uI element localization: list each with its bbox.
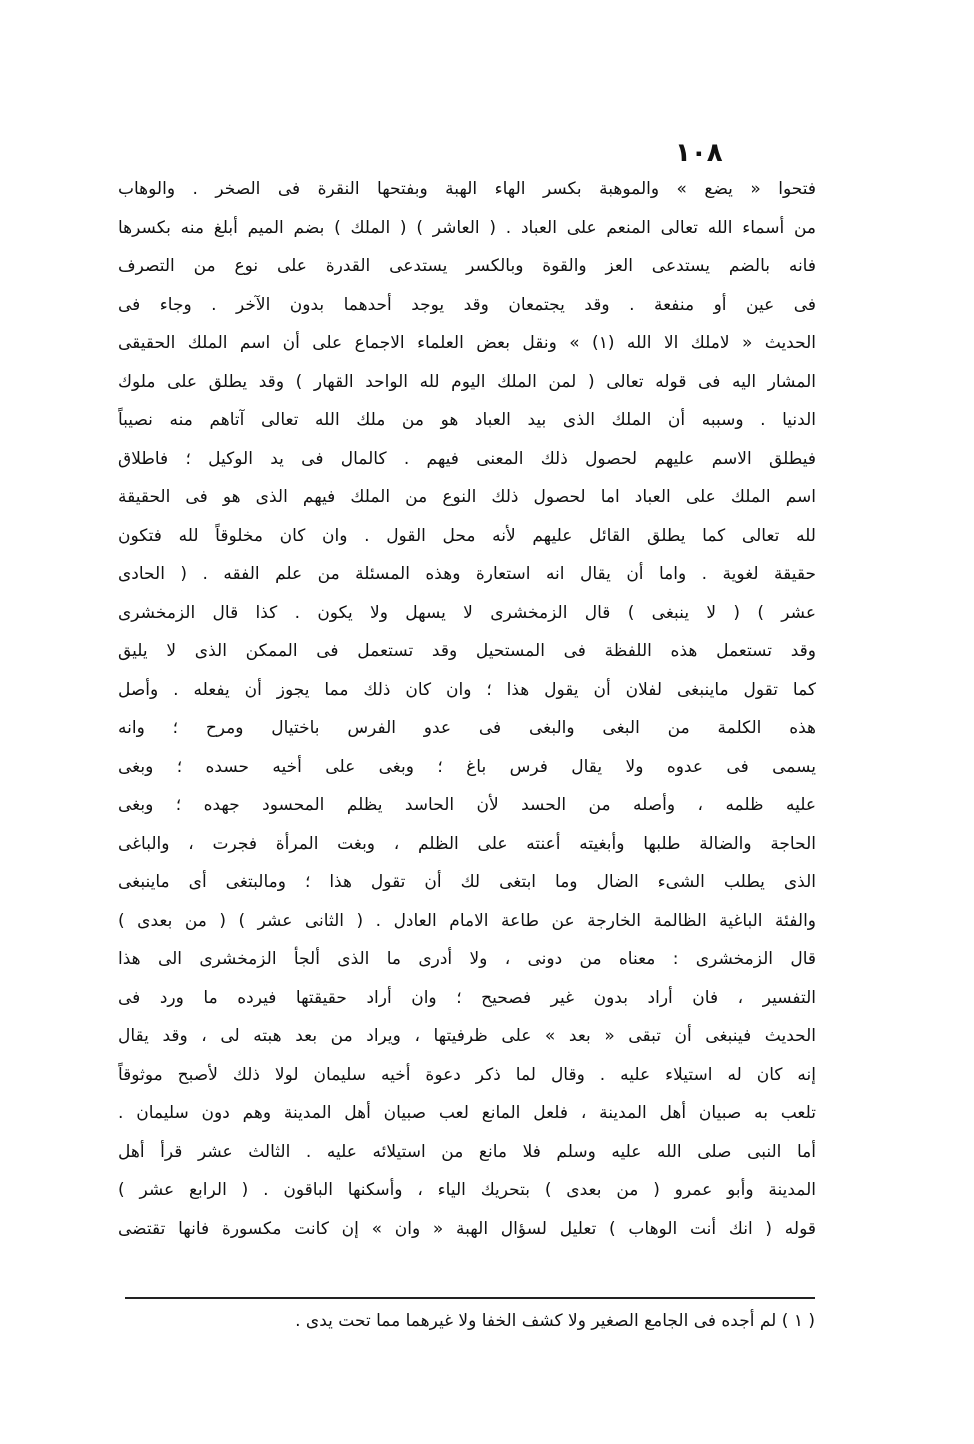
body-text	[118, 170, 816, 1248]
text-line: الحديث فينبغى أن تبقى « بعد » على ظرفيتها ، ويراد من بعد هبته لى ، وقد يقال	[118, 1026, 816, 1046]
text-line: حقيقة لغوية . واما أن يقال انه استعارة وهذه المسئلة من علم الفقه . ( الحادى	[118, 564, 816, 584]
text-line: إنه كان له استيلاء عليه . وقال لما ذكر دعوة أخيه سليمان لولا ذلك لأصبح موثوقاً	[118, 1064, 816, 1085]
text-line: عليه ظلمه ، وأصله من الحسد لأن الحاسد يظلم المحسود جهده ؛ وبغى	[118, 795, 816, 815]
text-line: وقد تستعمل هذه اللفظة فى المستحيل وقد تستعمل فى الممكن الذى لا يليق	[118, 641, 816, 661]
text-line: قال الزمخشرى : معناه من دونى ، ولا أدرى ما الذى ألجأ الزمخشرى الى هذا	[118, 949, 816, 969]
text-line: تلعب به صبيان أهل المدينة ، فلعل المانع لعب صبيان أهل المدينة وهم دون سليمان .	[118, 1103, 816, 1123]
text-line: فتحوا « يضع » والموهبة بكسر الهاء الهبة وبفتحها النقرة فى الصخر . والوهاب	[118, 179, 816, 199]
text-line: الدنيا . وسببه أن الملك الذى بيد العباد هو من ملك الله تعالى آتاهم منه نصيباً	[118, 410, 816, 430]
text-line: المدينة وأبو عمرو ( من بعدى ) بتحريك الياء ، وأسكنها الباقون . ( الرابع عشر )	[118, 1180, 816, 1200]
text-line: لله تعالى كما يطلق القائل عليهم لأنه محل القول . وان كان مخلوقاً لله فتكون	[118, 525, 816, 546]
text-line: فيطلق الاسم عليهم لحصول ذلك المعنى فيهم . كالمال فى يد الوكيل ؛ فاطلاق	[118, 448, 816, 469]
text-line: فانه بالضم يستدعى العز والقوة وبالكسر يستدعى القدرة على نوع من التصرف	[118, 256, 816, 276]
text-line: الحديث « لاملك الا الله (١) » ونقل بعض العلماء الاجماع على أن اسم الملك الحقيقى	[118, 333, 816, 353]
text-line: يسمى فى عدوه ولا يقال فرس باغ ؛ وبغى على أخيه حسده ؛ وبغى	[118, 756, 816, 777]
text-line: كما تقول ماينبغى لفلان أن يقول هذا ؛ وان كان ذلك مما يجوز أن يفعله . وأصل	[118, 679, 816, 700]
text-line: والفئة الباغية الظالمة الخارجة عن طاعة الامام العادل . ( الثانى عشر ) ( من بعدى )	[118, 910, 816, 931]
page-number: ١٠٨	[675, 138, 723, 168]
text-line: أما النبى صلى الله عليه وسلم فلا مانع من استيلائه عليه . الثالث عشر قرأ أهل	[118, 1141, 816, 1162]
text-line: عشر ) ( لا ينبغى ) قال الزمخشرى لا يسهل ولا يكون . كذا قال الزمخشرى	[118, 602, 816, 623]
text-line: المشار اليه فى قوله تعالى ( لمن الملك اليوم لله الواحد القهار ) وقد يطلق على ملوك	[118, 371, 816, 392]
text-line: الذى يطلب الشىء الضال وما ابتغى لك أن تقول هذا ؛ ومالبتغى أى ماينبغى	[118, 872, 816, 892]
text-line: من أسماء الله تعالى المنعم على العباد . ( العاشر ) ( الملك ) بضم الميم أبلغ منه بكسرها	[118, 217, 816, 238]
text-line: هذه الكلمة من البغى والبغى فى عدو الفرس باختيال ومرح ؛ وانه	[118, 718, 816, 738]
text-line: اسم الملك على العباد اما لحصول ذلك النوع من الملك فيهم الذى هو فى الحقيقة	[118, 487, 816, 507]
text-line: فى عين أو منفعة . وقد يجتمعان وقد يوجد أحدهما بدون الآخر . وجاء فى	[118, 294, 816, 315]
text-line: التفسير ، فان أراد بدون غير فصحيح ؛ وان أراد حقيقتها فيرده ما ورد فى	[118, 987, 816, 1008]
text-line: قوله ( انك أنت الوهاب ) تعليل لسؤال الهبة « وان » إن كانت مكسورة فانها تقتضى	[118, 1218, 816, 1239]
text-line: الحاجة والضالة طلبها وأبغيته أعنته على الظلم ، وبغت المرأة فجرت ، والباغى	[118, 833, 816, 854]
footnote: ( ١ ) لم أجده فى الجامع الصغير ولا كشف الخفا ولا غيرهما مما تحت يدى .	[295, 1311, 815, 1331]
footnote-divider	[125, 1297, 815, 1299]
